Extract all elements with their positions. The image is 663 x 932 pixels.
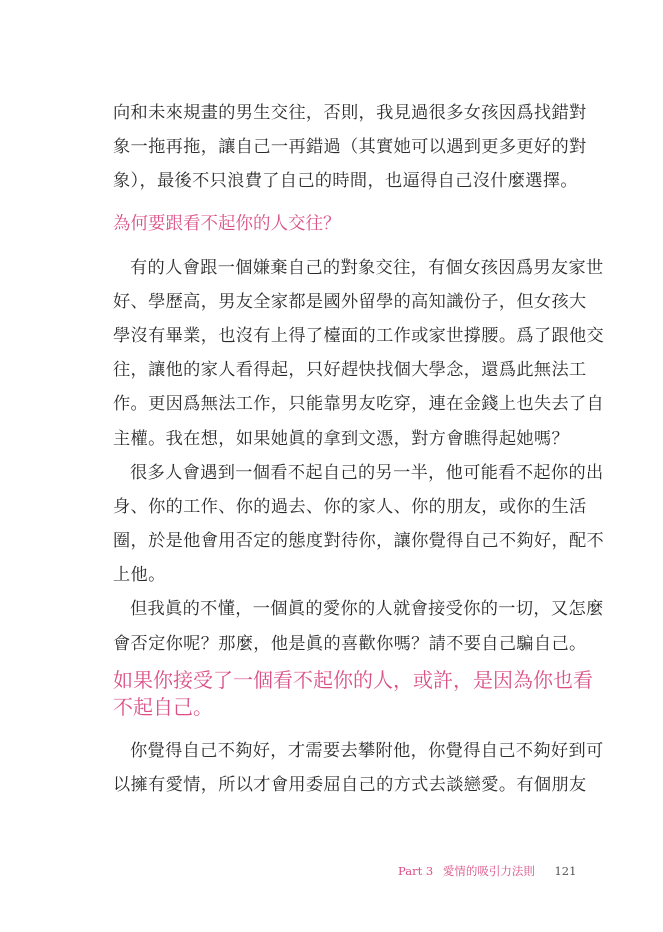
text-line: 往，讓他的家人看得起，只好趕快找個大學念，還爲此無法工: [113, 360, 587, 381]
paragraph-3: [113, 592, 604, 660]
text-line: 以擁有愛情，所以才會用委屈自己的方式去談戀愛。有個朋友: [113, 775, 587, 795]
page-number: 121: [554, 864, 577, 878]
paragraph-intro: [113, 96, 587, 199]
page-content: [113, 96, 605, 802]
text-line: 很多人會遇到一個看不起自己的另一半，他可能看不起你的出: [130, 462, 604, 483]
text-line: 有的人會跟一個嫌棄自己的對象交往，有個女孩因爲男友家世: [130, 257, 604, 278]
page-footer: [398, 863, 576, 879]
text-line: 象一拖再拖，讓自己一再錯過（其實她可以遇到更多更好的對: [113, 137, 587, 158]
paragraph-1: [113, 251, 605, 456]
text-line: 象），最後不只浪費了自己的時間，也逼得自己沒什麼選擇。: [113, 171, 578, 192]
text-line: 身、你的工作、你的過去、你的家人、你的朋友，或你的生活: [113, 496, 587, 517]
section-heading-1: 為何要跟看不起你的人交往？: [113, 213, 341, 234]
text-line: 向和未來規畫的男生交往，否則，我見過很多女孩因爲找錯對: [113, 103, 587, 123]
heading-line: 如果你接受了一個看不起你的人，或許，是因為你也看: [113, 667, 593, 692]
text-line: 你覺得自己不夠好，才需要去攀附他，你覺得自己不夠好到可: [130, 740, 604, 761]
footer-chapter-title: 愛情的吸引力法則: [442, 864, 535, 878]
paragraph-2: [113, 456, 605, 593]
text-line: 但我眞的不懂，一個眞的愛你的人就會接受你的一切，又怎麼: [130, 599, 604, 620]
text-line: 上他。: [113, 565, 166, 586]
text-line: 學沒有畢業，也沒有上得了檯面的工作或家世撐腰。爲了跟他交: [113, 325, 605, 346]
footer-part-label: Part 3: [398, 864, 434, 878]
text-line: 主權。我在想，如果她眞的拿到文憑，對方會瞧得起她嗎？: [113, 428, 569, 449]
paragraph-4: [113, 734, 604, 802]
section-heading-2: [113, 667, 593, 721]
text-line: 作。更因爲無法工作，只能靠男友吃穿，連在金錢上也失去了自: [113, 394, 605, 415]
heading-line: 不起自己。: [113, 694, 213, 719]
text-line: 好、學歷高，男友全家都是國外留學的高知識份子，但女孩大: [113, 291, 587, 312]
text-line: 會否定你呢？那麼，他是眞的喜歡你嗎？請不要自己騙自己。: [113, 633, 587, 654]
text-line: 圈，於是他會用否定的態度對待你，讓你覺得自己不夠好，配不: [113, 531, 605, 552]
